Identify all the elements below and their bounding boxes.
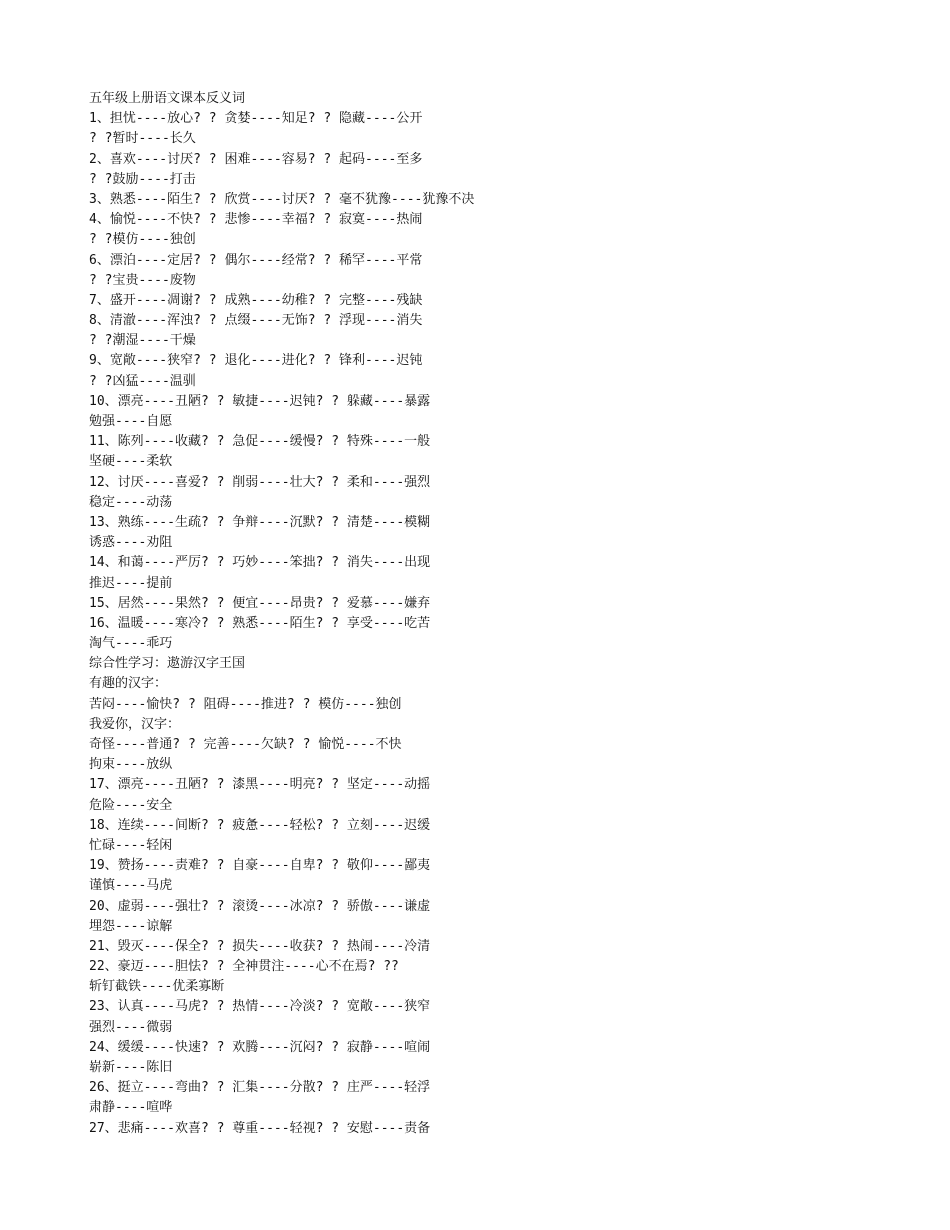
text-line: 有趣的汉字： bbox=[89, 676, 168, 692]
text-line: 苦闷----愉快? ? 阻碍----推进? ? 模仿----独创 bbox=[89, 696, 402, 712]
text-line: 27、悲痛----欢喜? ? 尊重----轻视? ? 安慰----责备 bbox=[89, 1120, 431, 1136]
text-line: 16、温暖----寒冷? ? 熟悉----陌生? ? 享受----吃苦 bbox=[89, 615, 431, 631]
text-line: 忙碌----轻闲 bbox=[89, 837, 173, 853]
text-line: 18、连续----间断? ? 疲惫----轻松? ? 立刻----迟缓 bbox=[89, 817, 431, 833]
text-line: 1、担忧----放心? ? 贪婪----知足? ? 隐藏----公开 bbox=[89, 111, 423, 127]
text-line: 13、熟练----生疏? ? 争辩----沉默? ? 清楚----模糊 bbox=[89, 514, 431, 530]
text-line: ? ?模仿----独创 bbox=[89, 232, 196, 248]
text-line: 15、居然----果然? ? 便宜----昂贵? ? 爱慕----嫌弃 bbox=[89, 595, 431, 611]
text-line: 9、宽敞----狭窄? ? 退化----进化? ? 锋利----迟钝 bbox=[89, 353, 423, 369]
text-line: 11、陈列----收藏? ? 急促----缓慢? ? 特殊----一般 bbox=[89, 434, 431, 450]
text-line: 推迟----提前 bbox=[89, 575, 173, 591]
text-line: ? ?宝贵----废物 bbox=[89, 272, 196, 288]
text-line: 2、喜欢----讨厌? ? 困难----容易? ? 起码----至多 bbox=[89, 151, 423, 167]
text-line: 综合性学习：遨游汉字王国 bbox=[89, 656, 246, 672]
text-line: 10、漂亮----丑陋? ? 敏捷----迟钝? ? 躲藏----暴露 bbox=[89, 393, 431, 409]
text-line: 坚硬----柔软 bbox=[89, 454, 173, 470]
text-line: 危险----安全 bbox=[89, 797, 173, 813]
text-line: 23、认真----马虎? ? 热情----冷淡? ? 宽敞----狭窄 bbox=[89, 999, 431, 1015]
document-page bbox=[89, 89, 909, 1139]
text-line: ? ?暂时----长久 bbox=[89, 131, 196, 147]
text-line: 24、缓缓----快速? ? 欢腾----沉闷? ? 寂静----喧闹 bbox=[89, 1039, 431, 1055]
text-line: 拘束----放纵 bbox=[89, 757, 173, 773]
text-line: ? ?凶猛----温驯 bbox=[89, 373, 196, 389]
text-line: ? ?潮湿----干燥 bbox=[89, 333, 196, 349]
text-line: 诱惑----劝阻 bbox=[89, 535, 173, 551]
text-line: 我爱你，汉字： bbox=[89, 716, 181, 732]
text-line: 19、赞扬----责难? ? 自豪----自卑? ? 敬仰----鄙夷 bbox=[89, 858, 431, 874]
text-line: 12、讨厌----喜爱? ? 削弱----壮大? ? 柔和----强烈 bbox=[89, 474, 431, 490]
text-line: 3、熟悉----陌生? ? 欣赏----讨厌? ? 毫不犹豫----犹豫不决 bbox=[89, 191, 475, 207]
text-line: 17、漂亮----丑陋? ? 漆黑----明亮? ? 坚定----动摇 bbox=[89, 777, 431, 793]
text-line: 斩钉截铁----优柔寡断 bbox=[89, 979, 225, 995]
text-line: ? ?鼓励----打击 bbox=[89, 171, 196, 187]
text-line: 6、漂泊----定居? ? 偶尔----经常? ? 稀罕----平常 bbox=[89, 252, 423, 268]
text-line: 肃静----喧哗 bbox=[89, 1100, 173, 1116]
text-line: 21、毁灭----保全? ? 损失----收获? ? 热闹----冷清 bbox=[89, 938, 431, 954]
text-line: 22、豪迈----胆怯? ? 全神贯注----心不在焉? ?? bbox=[89, 959, 399, 975]
text-line: 强烈----微弱 bbox=[89, 1019, 173, 1035]
text-line: 稳定----动荡 bbox=[89, 494, 173, 510]
text-line: 谨慎----马虎 bbox=[89, 878, 173, 894]
text-line: 奇怪----普通? ? 完善----欠缺? ? 愉悦----不快 bbox=[89, 737, 402, 752]
text-line: 7、盛开----凋谢? ? 成熟----幼稚? ? 完整----残缺 bbox=[89, 292, 423, 308]
text-line: 崭新----陈旧 bbox=[89, 1060, 173, 1075]
text-line: 埋怨----谅解 bbox=[89, 918, 173, 934]
text-line: 20、虚弱----强壮? ? 滚烫----冰凉? ? 骄傲----谦虚 bbox=[89, 898, 431, 914]
text-line: 26、挺立----弯曲? ? 汇集----分散? ? 庄严----轻浮 bbox=[89, 1080, 431, 1096]
text-line: 4、愉悦----不快? ? 悲惨----幸福? ? 寂寞----热闹 bbox=[89, 212, 423, 228]
text-line: 勉强----自愿 bbox=[89, 414, 173, 429]
text-line: 8、清澈----浑浊? ? 点缀----无饰? ? 浮现----消失 bbox=[89, 313, 423, 329]
document-title: 五年级上册语文课本反义词 bbox=[89, 91, 246, 106]
text-line: 淘气----乖巧 bbox=[89, 636, 173, 652]
text-line: 14、和蔼----严厉? ? 巧妙----笨拙? ? 消失----出现 bbox=[89, 555, 431, 571]
